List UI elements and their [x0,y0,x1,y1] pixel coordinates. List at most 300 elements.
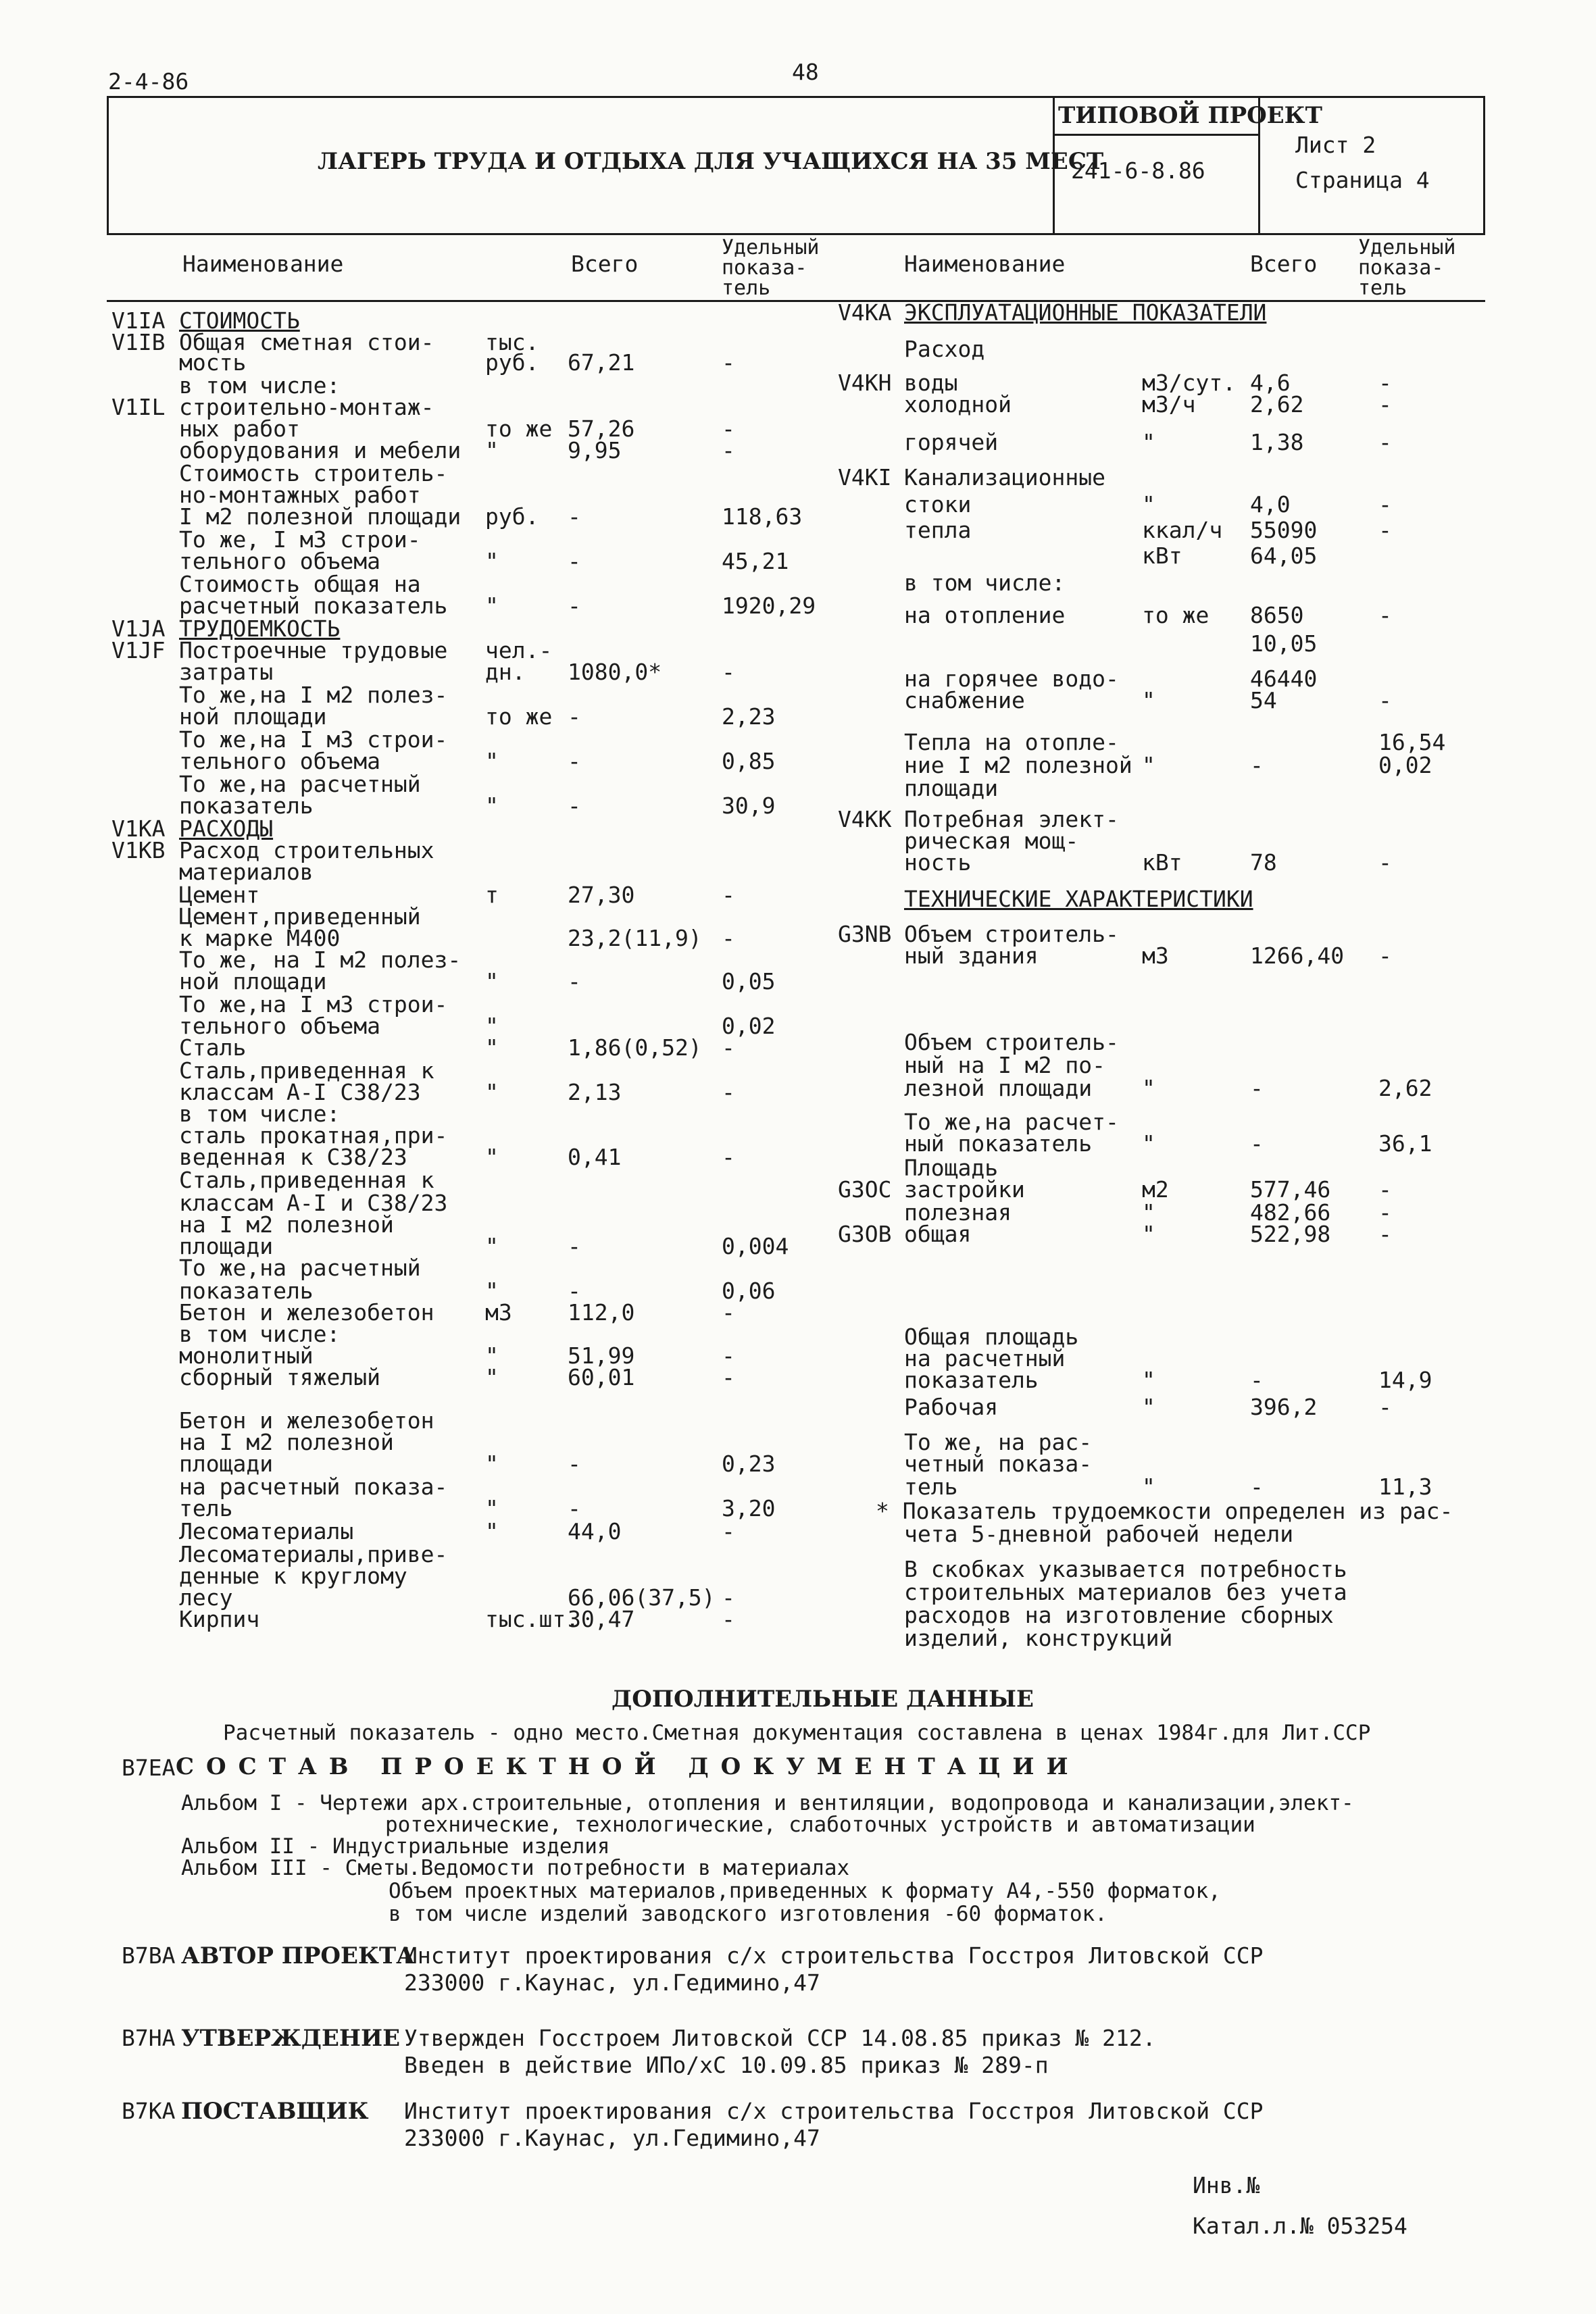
right-row-total: 2,62 [1250,391,1304,418]
info-label: АВТОР ПРОЕКТА [181,1942,415,1969]
left-row-unit: " [485,593,499,619]
album-1-line-2: ротехнические, технологические, слаботочных устройств и автоматизации [385,1813,1255,1837]
right-row-name: ный показатель [904,1130,1093,1157]
left-row-unit: " [485,748,499,774]
left-row-name: То же,на расчетный [179,771,421,797]
left-row-total: - [568,1495,581,1521]
header-frame-top [107,96,1485,98]
page-title: ЛАГЕРЬ ТРУДА И ОТДЫХА ДЛЯ УЧАЩИХСЯ НА 35 МЕСТ [318,148,1104,175]
right-row-unit: то же [1142,602,1210,628]
left-row-name: строительно-монтаж- [179,394,434,420]
left-row-code: V1KB [111,837,166,863]
right-row-name: на расчетный [904,1345,1066,1372]
right-row-unit: " [1142,429,1155,455]
brackets-note-3: расходов на изготовление сборных [904,1602,1334,1628]
left-row-name: к марке М400 [179,925,341,951]
left-row-name: Бетон и железобетон [179,1407,434,1434]
right-row-specific: 36,1 [1378,1130,1432,1157]
right-row-code: V4KK [838,806,892,832]
col-spec-left-2: показа- [722,256,807,280]
left-row-name: То же, на I м2 полез- [179,947,462,973]
left-row-total: 57,26 [568,416,635,442]
left-row-specific: 2,23 [722,703,776,730]
left-row-name: То же, I м3 строи- [179,526,421,553]
right-row-total: 577,46 [1250,1176,1331,1203]
right-row-specific: 14,9 [1378,1367,1432,1393]
left-row-code: V1IL [111,394,166,420]
right-row-total: 54 [1250,687,1277,713]
left-row-total: - [568,1233,581,1259]
left-row-name: Сталь,приведенная к [179,1167,434,1193]
right-row-name: снабжение [904,687,1025,713]
right-row-unit: " [1142,491,1155,518]
header-divider-3 [1053,134,1259,136]
right-row-total: 396,2 [1250,1394,1318,1420]
left-row-name: площади [179,1451,274,1477]
left-row-name: оборудования и мебели [179,437,462,463]
right-row-name: четный показа- [904,1451,1093,1477]
left-row-total: 9,95 [568,437,622,463]
left-row-code: V1JF [111,637,166,663]
left-row-name: денные к круглому [179,1563,407,1589]
volume-line-2: в том числе изделий заводского изготовления -60 форматок. [389,1902,1107,1926]
header-frame-left [107,96,109,234]
left-row-specific: 0,85 [722,748,776,774]
left-row-specific: 30,9 [722,793,776,819]
right-row-unit: " [1142,1075,1155,1101]
info-line-1: Институт проектирования с/х строительства Госстроя Литовской ССР [404,2098,1264,2124]
col-spec-right-2: показа- [1358,256,1444,280]
right-row-name: ность [904,849,972,876]
right-row-total: 46440 [1250,665,1318,692]
left-row-code: V1IB [111,329,166,355]
left-row-name: То же,на I м3 строи- [179,991,448,1017]
left-row-code: V1IA [111,307,166,334]
left-row-unit: " [485,1013,499,1039]
left-row-specific: - [722,1364,735,1390]
col-spec-right-1: Удельный [1358,236,1456,259]
left-row-unit: чел.- [485,637,553,663]
header-frame-right [1483,96,1485,234]
right-row-total: - [1250,1075,1264,1101]
footnote-line-2: чета 5-дневной рабочей недели [904,1521,1294,1547]
inventory-number: Инв.№ [1193,2172,1260,2198]
left-row-name: тель [179,1495,233,1521]
right-row-unit: " [1142,687,1155,713]
left-row-unit: дн. [485,659,526,685]
right-row-unit: м3/ч [1142,391,1196,418]
right-row-total: 55090 [1250,517,1318,543]
info-label: УТВЕРЖДЕНИЕ [181,2025,401,2052]
right-row-unit: " [1142,752,1155,778]
left-row-name: I м2 полезной площади [179,503,462,530]
col-total-left: Всего [571,251,639,277]
left-row-specific: - [722,925,735,951]
info-label: ПОСТАВЩИК [181,2098,369,2125]
left-row-name: на расчетный показа- [179,1474,448,1500]
right-row-specific: - [1378,1176,1392,1203]
right-row-total: 482,66 [1250,1199,1331,1226]
left-row-total: - [568,793,581,819]
right-row-specific: 11,3 [1378,1474,1432,1500]
right-row-total: 4,6 [1250,370,1291,396]
right-row-unit: м3/сут. [1142,370,1237,396]
left-row-name: Построечные трудовые [179,637,448,663]
right-row-name: лезной площади [904,1075,1093,1101]
left-row-total: 44,0 [568,1518,622,1544]
left-row-name: показатель [179,793,314,819]
left-row-specific: 0,02 [722,1013,776,1039]
left-row-name: Кирпич [179,1606,260,1632]
info-line-1: Утвержден Госстроем Литовской ССР 14.08.85 приказ № 212. [404,2025,1156,2051]
project-number: 241-6-8.86 [1071,157,1205,184]
left-row-name: затраты [179,659,274,685]
right-row-name: Потребная элект- [904,806,1119,832]
right-row-name: То же, на рас- [904,1429,1093,1455]
left-row-name: Стоимость строитель- [179,460,448,486]
left-row-total: 2,13 [568,1079,622,1105]
right-row-specific: - [1378,942,1392,969]
right-row-specific: - [1378,687,1392,713]
left-row-name: лесу [179,1584,233,1611]
right-row-code: G3OB [838,1221,892,1247]
left-row-total: - [568,968,581,995]
right-row-total: 4,0 [1250,491,1291,518]
col-total-right: Всего [1250,251,1318,277]
right-row-name: ный здания [904,942,1039,969]
left-row-name: ной площади [179,703,327,730]
info-line-2: Введен в действие ИПо/хС 10.09.85 приказ № 289-п [404,2052,1049,2078]
right-row-name: Канализационные [904,464,1106,491]
right-row-name: показатель [904,1367,1039,1393]
left-row-name: Сталь [179,1034,247,1061]
page-label: Страница 4 [1295,167,1430,193]
right-row-unit: кВт [1142,543,1182,569]
right-row-specific: 2,62 [1378,1075,1432,1101]
left-row-unit: " [485,1364,499,1390]
right-row-unit: " [1142,1394,1155,1420]
left-row-name: в том числе: [179,1321,341,1347]
left-row-unit: " [485,1144,499,1170]
right-row-specific: - [1378,491,1392,518]
left-row-total: 67,21 [568,349,635,376]
col-name-left: Наименование [182,251,344,277]
sheet-label: Лист 2 [1295,132,1376,158]
doc-code: 2-4-86 [108,68,189,95]
left-row-name: в том числе: [179,1101,341,1127]
brackets-note-4: изделий, конструкций [904,1625,1173,1651]
left-row-name: площади [179,1233,274,1259]
left-row-total: 66,06(37,5) [568,1584,716,1611]
additional-title: ДОПОЛНИТЕЛЬНЫЕ ДАННЫЕ [612,1686,1034,1713]
right-row-name: холодной [904,391,1012,418]
left-row-unit: " [485,1278,499,1304]
left-row-name: материалов [179,859,314,885]
left-row-unit: " [485,1034,499,1061]
album-1-line-1: Альбом I - Чертежи арх.строительные, отопления и вентиляции, водопровода и канализации,элект- [181,1791,1354,1815]
right-row-specific: 16,54 [1378,729,1446,755]
left-row-unit: " [485,1079,499,1105]
right-row-total: 1266,40 [1250,942,1345,969]
right-row-name: стоки [904,491,972,518]
left-row-name: в том числе: [179,372,341,399]
left-row-specific: - [722,882,735,908]
left-row-name: тельного объема [179,548,381,574]
left-row-name: Цемент [179,882,260,908]
album-3: Альбом III - Сметы.Ведомости потребности в материалах [181,1856,850,1880]
composition-title: СОСТАВ ПРОЕКТНОЙ ДОКУМЕНТАЦИИ [176,1753,1080,1780]
right-row-unit: " [1142,1199,1155,1226]
header-frame-bottom [107,233,1485,235]
left-row-unit: то же [485,703,553,730]
left-row-specific: 45,21 [722,548,789,574]
right-row-name: То же,на расчет- [904,1109,1119,1135]
left-row-specific: - [722,659,735,685]
left-row-name: на I м2 полезной [179,1429,394,1455]
right-row-name: Общая площадь [904,1324,1079,1350]
right-row-name: Площадь [904,1155,999,1181]
left-row-name: веденная к С38/23 [179,1144,407,1170]
page-number: 48 [792,59,819,85]
left-row-unit: " [485,1495,499,1521]
left-row-name: тельного объема [179,1013,381,1039]
left-row-specific: 0,23 [722,1451,776,1477]
info-line-1: Институт проектирования с/х строительства Госстроя Литовской ССР [404,1942,1264,1969]
footnote-line-1: * Показатель трудоемкости определен из рас- [876,1498,1453,1524]
left-row-name: сталь прокатная,при- [179,1122,448,1149]
left-row-total: - [568,1451,581,1477]
left-row-specific: 3,20 [722,1495,776,1521]
right-row-name: тель [904,1474,958,1500]
right-row-name: горячей [904,429,999,455]
right-row-name: площади [904,775,999,801]
right-row-total: 64,05 [1250,543,1318,569]
left-row-total: 1080,0* [568,659,662,685]
right-row-total: - [1250,1367,1264,1393]
right-row-name: ЭКСПЛУАТАЦИОННЫЕ ПОКАЗАТЕЛИ [904,299,1267,326]
right-row-name: воды [904,370,958,396]
right-row-name: Расход [904,336,985,362]
right-row-specific: - [1378,1221,1392,1247]
left-row-name: показатель [179,1278,314,1304]
left-row-name: Цемент,приведенный [179,903,421,930]
left-row-specific: - [722,349,735,376]
column-header-rule [107,300,1485,302]
info-code: B7BA [122,1942,176,1969]
col-spec-left-3: тель [722,276,771,300]
info-line-2: 233000 г.Каунас, ул.Гедимино,47 [404,1969,820,1996]
info-line-2: 233000 г.Каунас, ул.Гедимино,47 [404,2125,820,2151]
left-row-total: 51,99 [568,1342,635,1369]
left-row-specific: - [722,1034,735,1061]
right-row-unit: ккал/ч [1142,517,1223,543]
left-row-name: ной площади [179,968,327,995]
left-row-unit: руб. [485,349,539,376]
right-row-name: на отопление [904,602,1066,628]
right-row-unit: кВт [1142,849,1182,876]
left-row-name: ТРУДОЕМКОСТЬ [179,615,341,642]
right-row-specific: - [1378,602,1392,628]
right-row-specific: - [1378,849,1392,876]
right-row-code: G3OC [838,1176,892,1203]
left-row-specific: - [722,1144,735,1170]
left-row-specific: 0,004 [722,1233,789,1259]
right-row-name: Тепла на отопле- [904,729,1119,755]
left-row-name: монолитный [179,1342,314,1369]
left-row-total: - [568,748,581,774]
right-row-name: Объем строитель- [904,1029,1119,1055]
left-row-name: То же,на расчетный [179,1255,421,1281]
left-row-name: Сталь,приведенная к [179,1057,434,1084]
left-row-total: - [568,703,581,730]
left-row-name: Расход строительных [179,837,434,863]
right-row-specific: - [1378,1394,1392,1420]
left-row-specific: - [722,1342,735,1369]
left-row-total: 0,41 [568,1144,622,1170]
left-row-name: То же,на I м3 строи- [179,726,448,753]
right-row-total: 8650 [1250,602,1304,628]
left-row-specific: 0,05 [722,968,776,995]
left-row-unit: т [485,882,499,908]
left-row-name: классам А-I С38/23 [179,1079,421,1105]
left-row-unit: м3 [485,1299,512,1326]
album-2: Альбом II - Индустриальные изделия [181,1834,610,1859]
right-row-unit: " [1142,1130,1155,1157]
right-row-specific: 0,02 [1378,752,1432,778]
left-row-name: но-монтажных работ [179,482,421,508]
left-row-specific: 1920,29 [722,593,816,619]
left-row-total: 27,30 [568,882,635,908]
left-row-unit: " [485,548,499,574]
left-row-unit: " [485,1233,499,1259]
right-row-total: 10,05 [1250,630,1318,657]
left-row-total: 23,2(11,9) [568,925,702,951]
right-row-name: общая [904,1221,972,1247]
left-row-unit: то же [485,416,553,442]
left-row-unit: тыс. [485,329,539,355]
right-row-name: полезная [904,1199,1012,1226]
right-row-total: - [1250,752,1264,778]
left-row-name: Лесоматериалы,приве- [179,1541,448,1567]
composition-code: B7EA [122,1755,176,1781]
left-row-specific: - [722,437,735,463]
left-row-name: Общая сметная стои- [179,329,434,355]
left-row-specific: - [722,416,735,442]
left-row-name: Лесоматериалы [179,1518,354,1544]
right-row-total: - [1250,1474,1264,1500]
left-row-specific: - [722,1584,735,1611]
left-row-name: сборный тяжелый [179,1364,381,1390]
right-row-unit: " [1142,1367,1155,1393]
right-row-name: на горячее водо- [904,665,1119,692]
col-spec-left-1: Удельный [722,236,820,259]
right-row-name: в том числе: [904,570,1066,596]
right-row-specific: - [1378,517,1392,543]
right-row-name: застройки [904,1176,1025,1203]
right-row-specific: - [1378,429,1392,455]
left-row-code: V1JA [111,615,166,642]
right-row-code: V4KA [838,299,892,326]
left-row-name: То же,на I м2 полез- [179,682,448,708]
left-row-unit: " [485,1342,499,1369]
right-row-unit: " [1142,1474,1155,1500]
right-row-code: V4KH [838,370,892,396]
left-row-specific: - [722,1299,735,1326]
left-row-name: СТОИМОСТЬ [179,307,300,334]
right-row-specific: - [1378,370,1392,396]
catalog-number: Катал.л.№ 053254 [1193,2213,1407,2239]
right-row-name: ние I м2 полезной [904,752,1132,778]
left-row-unit: " [485,793,499,819]
left-row-name: РАСХОДЫ [179,815,274,842]
right-row-total: 1,38 [1250,429,1304,455]
right-row-specific: - [1378,391,1392,418]
left-row-unit: " [485,968,499,995]
right-row-total: 522,98 [1250,1221,1331,1247]
right-row-name: Объем строитель- [904,921,1119,947]
left-row-specific: - [722,1606,735,1632]
right-row-total: - [1250,1130,1264,1157]
left-row-specific: 118,63 [722,503,803,530]
right-row-name: рическая мощ- [904,828,1079,854]
right-row-name: Рабочая [904,1394,999,1420]
left-row-total: - [568,1278,581,1304]
left-row-name: расчетный показатель [179,593,448,619]
left-row-total: 1,86(0,52) [568,1034,702,1061]
right-row-name: ТЕХНИЧЕСКИЕ ХАРАКТЕРИСТИКИ [904,886,1253,912]
additional-line: Расчетный показатель - одно место.Сметная документация составлена в ценах 1984г.для Лит.ССР [223,1721,1371,1745]
col-spec-right-3: тель [1358,276,1407,300]
col-name-right: Наименование [904,251,1066,277]
left-row-total: - [568,503,581,530]
left-row-name: классам А-I и С38/23 [179,1190,448,1216]
info-code: B7KA [122,2098,176,2124]
left-row-name: Стоимость общая на [179,571,421,597]
left-row-name: на I м2 полезной [179,1211,394,1238]
right-row-name: ный на I м2 по- [904,1052,1106,1078]
left-row-specific: - [722,1518,735,1544]
brackets-note-1: В скобках указывается потребность [904,1556,1347,1582]
brackets-note-2: строительных материалов без учета [904,1579,1347,1605]
left-row-name: мость [179,349,247,376]
left-row-unit: " [485,1518,499,1544]
left-row-total: - [568,548,581,574]
left-row-name: Бетон и железобетон [179,1299,434,1326]
left-row-name: тельного объема [179,748,381,774]
left-row-unit: " [485,437,499,463]
left-row-total: 30,47 [568,1606,635,1632]
volume-line-1: Объем проектных материалов,приведенных к формату А4,-550 форматок, [389,1879,1221,1903]
left-row-name: ных работ [179,416,300,442]
left-row-unit: руб. [485,503,539,530]
right-row-unit: " [1142,1221,1155,1247]
right-row-code: V4KI [838,464,892,491]
right-row-name: тепла [904,517,972,543]
left-row-total: 112,0 [568,1299,635,1326]
left-row-total: - [568,593,581,619]
left-row-code: V1KA [111,815,166,842]
right-row-unit: м2 [1142,1176,1169,1203]
info-code: B7HA [122,2025,176,2051]
left-row-specific: - [722,1079,735,1105]
right-row-code: G3NB [838,921,892,947]
right-row-total: 78 [1250,849,1277,876]
left-row-specific: 0,06 [722,1278,776,1304]
left-row-total: 60,01 [568,1364,635,1390]
left-row-unit: " [485,1451,499,1477]
right-row-unit: м3 [1142,942,1169,969]
left-row-unit: тыс.шт. [485,1606,580,1632]
